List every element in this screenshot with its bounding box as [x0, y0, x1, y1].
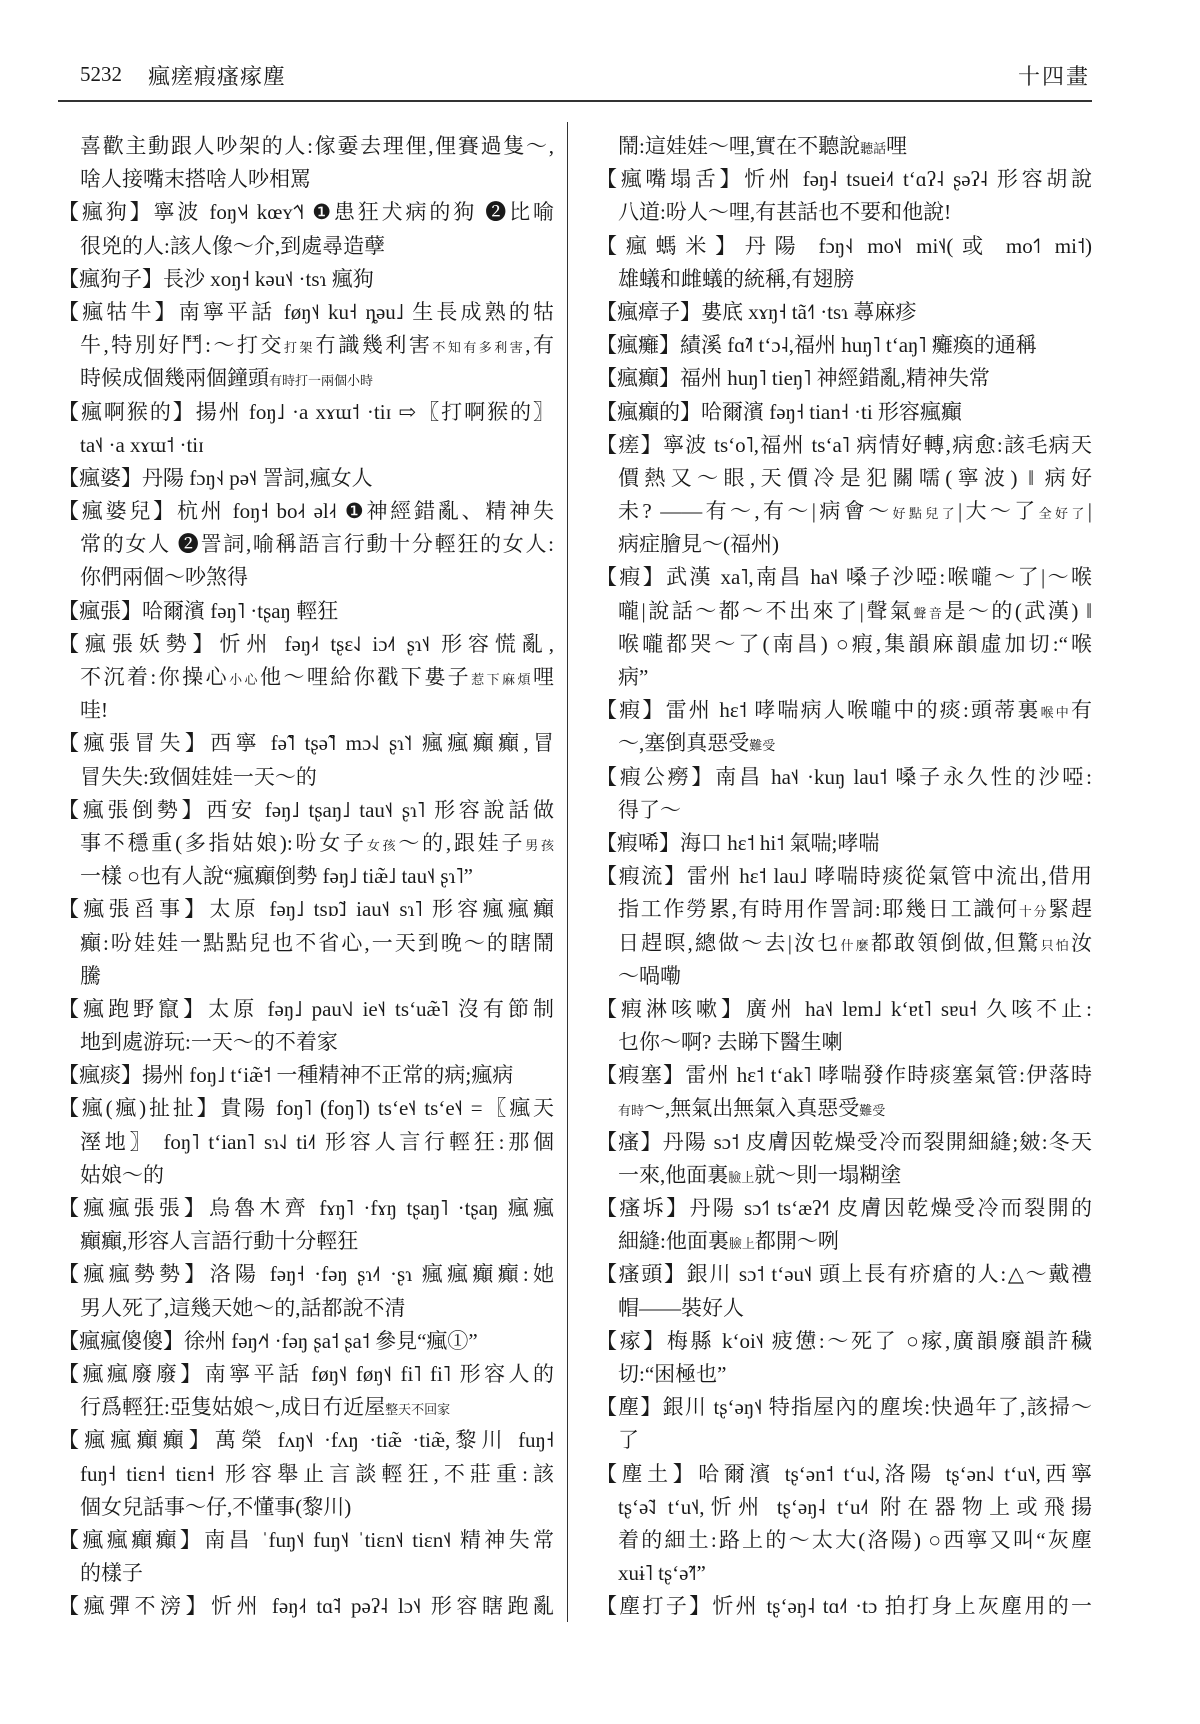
entry-headline — [58, 263, 554, 296]
entry-text: 喉嚨都哭～了(南昌) ○瘕,集韻麻韻虛加切:“喉 — [618, 631, 1092, 656]
entry-line — [596, 528, 1092, 561]
entry-headline — [596, 396, 1092, 429]
entry-text: 是～的(武漢) ‖ — [944, 598, 1092, 623]
entry-text: 【瘕】雷州 hɛ˦ 哮喘病人喉嚨中的痰:頭蒂裏 — [596, 698, 1041, 723]
entry-headline — [58, 396, 554, 429]
dictionary-entry — [58, 794, 554, 894]
dictionary-entry — [596, 1325, 1092, 1391]
entry-line — [596, 1491, 1092, 1524]
entry-text: 就～則一塌糊塗 — [754, 1162, 902, 1187]
entry-text: 常的女人 ❷詈詞,喻稱語言行動十分輕狂的女人: — [80, 532, 554, 557]
entry-text: 緊趕 — [1048, 897, 1092, 922]
entry-headline — [58, 1424, 554, 1457]
entry-text: ta˦˨ ·a xɤɯ˦ ·tiɪ — [80, 432, 204, 457]
dictionary-entry — [58, 495, 554, 595]
gloss-note: 只怕 — [1040, 937, 1071, 953]
entry-text: 【瘃】梅縣 kʻoi˦˨ 疲憊:～死了 ○瘃,廣韻廢韻許穢 — [596, 1328, 1092, 1353]
entry-headline — [596, 761, 1092, 794]
dictionary-entry — [596, 761, 1092, 827]
entry-text: 【瘋彈不滂】忻州 fəŋ˨˧ tɑ̃˨ pəʔ˨ lɔ˦˨ 形容瞎跑亂 — [58, 1594, 554, 1619]
running-head-characters: 瘋瘥瘕瘙瘃塵 — [148, 64, 287, 89]
dictionary-entry — [58, 893, 554, 993]
entry-line — [58, 329, 554, 362]
gloss-note: 聽話 — [860, 141, 887, 156]
entry-text: 【瘋瘋癲癲】萬榮 fʌŋ˦˨ ·fʌŋ ·tiæ̃ ·tiæ̃,黎川 fuŋ˧ — [58, 1428, 554, 1453]
entry-headline — [596, 860, 1092, 893]
entry-text: 【瘋張倒勢】西安 fəŋ˩ tʂaŋ˩ tau˦˨ ʂɿ˥ 形容說話做 — [58, 797, 554, 822]
dictionary-entry — [58, 993, 554, 1059]
entry-text: 【瘥】寧波 tsʻo˥,福州 tsʻa˥ 病情好轉,病愈:該毛病天 — [596, 432, 1092, 457]
entry-text: 日趕暝,總做～去|汝乜 — [618, 930, 841, 955]
entry-headline — [58, 993, 554, 1026]
entry-text: 【瘋啊猴的】揚州 foŋ˩ ·a xɤɯ˦ ·tiɪ ⇨〖打啊猴的〗 — [58, 399, 554, 424]
entry-text: 價熱又～眼,天價冷是犯關嚅(寧波) ‖ 病好 — [618, 465, 1092, 490]
gloss-note: 臉上 — [728, 1236, 755, 1252]
entry-line — [596, 661, 1092, 694]
entry-line — [596, 1225, 1092, 1258]
entry-line — [58, 827, 554, 860]
entry-text: 癲癲,形容人言語行動十分輕狂 — [80, 1229, 359, 1254]
entry-text: 地到處游玩:一天～的不着家 — [80, 1030, 338, 1055]
dictionary-entry — [58, 196, 554, 262]
entry-headline — [58, 1325, 554, 1358]
dictionary-entry — [596, 130, 1092, 163]
entry-text: 【瘕淋咳嗽】廣州 ha˦˨ lɐm˩ kʻɐt˥ sɐu˧ 久咳不止: — [596, 996, 1092, 1021]
entry-text: 指工作勞累,有時用作詈詞:耶幾日工識何 — [618, 897, 1019, 922]
entry-text: 【瘕公癆】南昌 ha˦˨ ·kuŋ lau˦ 嗓子永久性的沙啞: — [596, 764, 1092, 789]
entry-text: 【瘋癱】績溪 fɑ̃˨˥ tʻɔ˨,福州 huŋ˥ tʻaŋ˥ 癱瘓的通稱 — [596, 333, 1037, 358]
entry-headline — [58, 794, 554, 827]
entry-text: tʂʻə̃˨˩ tʻu˦˨,忻州 tʂʻəŋ˨ tʻu˨˦ 附在器物上或飛揚 — [618, 1494, 1092, 1519]
entry-line — [58, 130, 554, 163]
entry-text: 【瘕流】雷州 hɛ˦ lau˩ 哮喘時痰從氣管中流出,借用 — [596, 864, 1092, 889]
entry-text: 未? ——有～,有～|病會～ — [618, 499, 893, 524]
entry-text: 時候成個幾兩個鐘頭 — [80, 366, 269, 391]
dictionary-entry — [58, 1590, 554, 1623]
entry-headline — [596, 993, 1092, 1026]
entry-headline — [58, 1590, 554, 1623]
entry-text: xuɨ˥ tʂʻə̃˧˥” — [618, 1561, 706, 1586]
entry-text: 一樣 ○也有人說“瘋癲倒勢 fəŋ˩ tiæ̃˩ tau˦˨ ʂɿ˥” — [80, 864, 473, 889]
entry-text: 都開～咧 — [754, 1229, 839, 1254]
entry-line — [58, 429, 554, 462]
entry-line — [596, 960, 1092, 993]
entry-text: 汝 — [1070, 930, 1092, 955]
entry-text: 了 — [618, 1428, 639, 1453]
dictionary-entry — [58, 628, 554, 728]
entry-headline — [58, 196, 554, 229]
entry-headline — [596, 1192, 1092, 1225]
entry-text: 【塵打子】忻州 tʂʻəŋ˨ tɑ˨˦ ·tɔ 拍打身上灰塵用的一 — [596, 1594, 1092, 1619]
entry-text: 雄蟻和雌蟻的統稱,有翅膀 — [618, 266, 855, 291]
dictionary-entry — [596, 1458, 1092, 1591]
entry-headline — [596, 1059, 1092, 1092]
entry-text: 個女兒話事～仔,不懂事(黎川) — [80, 1494, 352, 1519]
entry-text: 癲:吩娃娃一點點兒也不省心,一天到晚～的瞎鬧 — [80, 930, 554, 955]
entry-text: 【瘋瘴子】婁底 xɤŋ˧ tã˧˥ ·tsɿ 蕁麻疹 — [596, 299, 917, 324]
entry-text: 哇! — [80, 698, 108, 723]
entry-headline — [58, 462, 554, 495]
entry-line — [596, 1524, 1092, 1557]
dictionary-entry — [596, 163, 1092, 229]
dictionary-entry — [58, 296, 554, 396]
dictionary-entry — [596, 296, 1092, 329]
entry-text: 冇識幾利害 — [314, 333, 433, 358]
entry-text: 的樣子 — [80, 1561, 143, 1586]
entry-headline — [596, 561, 1092, 594]
dictionary-entry — [596, 396, 1092, 429]
entry-text: 帽——裝好人 — [618, 1295, 744, 1320]
entry-headline — [596, 1126, 1092, 1159]
entry-text: 病症膾見～(福州) — [618, 532, 779, 557]
dictionary-entry — [58, 1092, 554, 1192]
entry-text: 【瘋嘴塌舌】忻州 fəŋ˨ tsuei˨˦ tʻɑʔ˨ ʂəʔ˨ 形容胡說 — [596, 167, 1092, 192]
entry-line — [58, 1159, 554, 1192]
entry-text: 鬧:這娃娃～哩,實在不聽說 — [618, 134, 861, 158]
entry-text: 哩 — [886, 134, 908, 158]
dictionary-entry — [58, 1258, 554, 1324]
entry-text: | — [1087, 499, 1092, 524]
entry-headline — [596, 1590, 1092, 1623]
entry-text: 很兇的人:該人像～介,到處尋造孽 — [80, 233, 386, 258]
entry-text: 一來,他面裏 — [618, 1162, 729, 1187]
gloss-note: 聲音 — [913, 605, 945, 621]
entry-text: ～的,跟娃子 — [398, 830, 526, 855]
entry-headline — [596, 163, 1092, 196]
entry-headline — [596, 429, 1092, 462]
entry-text: 【瘋痰】揚州 foŋ˩ tʻiæ̃˦ 一種精神不正常的病;瘋病 — [58, 1063, 514, 1088]
entry-text: 【瘋牯牛】南寧平話 føŋ˦˨ ku˧ ȵəu˩ 生長成熟的牯 — [58, 299, 554, 324]
entry-line — [58, 1458, 554, 1491]
entry-line — [58, 1557, 554, 1590]
gloss-note: 男孩 — [525, 837, 554, 853]
entry-line — [596, 1292, 1092, 1325]
entry-text: 【瘋跑野竄】太原 fəŋ˩ pau˦˨˩ ie˦˨ tsʻuæ̃˥ 沒有節制 — [58, 996, 554, 1021]
entry-text: 【瘕】武漢 xa˥,南昌 ha˦˨ 嗓子沙啞:喉嚨～了|～喉 — [596, 565, 1092, 590]
entry-headline — [58, 893, 554, 926]
gloss-note: 惹下麻煩 — [471, 672, 533, 687]
entry-headline — [58, 1192, 554, 1225]
dictionary-entry — [58, 130, 554, 196]
entry-text: 【瘋狗子】長沙 xoŋ˧ kəu˦˨ ·tsɿ 瘋狗 — [58, 266, 374, 291]
entry-headline — [58, 296, 554, 329]
entry-line — [58, 163, 554, 196]
dictionary-entry — [58, 1325, 554, 1358]
entry-text: 【瘙坼】丹陽 sɔ˦˥ tsʻæʔ˧˥ 皮膚因乾燥受冷而裂開的 — [596, 1196, 1092, 1220]
dictionary-entry — [596, 362, 1092, 395]
dictionary-entry — [58, 1358, 554, 1424]
entry-line — [596, 130, 1092, 163]
entry-text: ,有 — [525, 333, 554, 358]
entry-text: 【瘋狗】寧波 foŋ˦˨˧ kœʏ˦˥˧ ❶患狂犬病的狗 ❷比喻 — [58, 200, 554, 225]
entry-text: 細縫:他面裏 — [618, 1229, 729, 1254]
entry-line — [58, 927, 554, 960]
gloss-note: 小心 — [229, 672, 260, 687]
header-rule — [58, 100, 1092, 102]
entry-text: 【瘋癲】福州 huŋ˥ tieŋ˥ 神經錯亂,精神失常 — [596, 366, 990, 391]
entry-text: 乜你～啊? 去睇下醫生喇 — [618, 1030, 843, 1055]
section-stroke-count: 十四畫 — [1017, 64, 1090, 89]
dictionary-entry — [58, 396, 554, 462]
entry-headline — [58, 727, 554, 760]
entry-line — [58, 561, 554, 594]
entry-line — [58, 362, 554, 395]
page-number: 5232 — [80, 62, 122, 86]
gloss-note: 什麼 — [840, 937, 871, 953]
entry-text: 姑娘～的 — [80, 1162, 164, 1187]
entry-line — [596, 196, 1092, 229]
entry-line — [596, 628, 1092, 661]
entry-text: 騰 — [80, 963, 101, 988]
dictionary-entry — [596, 1059, 1092, 1125]
entry-text: 切:“困極也” — [618, 1361, 727, 1386]
dictionary-entry — [596, 1258, 1092, 1324]
gloss-note: 難受 — [749, 738, 776, 754]
entry-text: 【瘋瘋廢廢】南寧平話 føŋ˦˨ føŋ˦˨ fi˥ fi˥ 形容人的 — [58, 1361, 554, 1386]
entry-text: 八道:吩人～哩,有甚話也不要和他說! — [618, 200, 952, 225]
entry-headline — [596, 1458, 1092, 1491]
entry-text: 【瘋(瘋)扯扯】貴陽 foŋ˥ (foŋ˥) tsʻe˦˨ tsʻe˦˨ =〖瘋天 — [58, 1096, 554, 1121]
entry-text: 【瘋螞米】丹陽 fɔŋ˧˨ mo˦˨ mi˦˨(或 mo˦˥ mi˦) — [596, 233, 1092, 258]
entry-line — [596, 727, 1092, 760]
entry-line — [58, 960, 554, 993]
entry-line — [596, 794, 1092, 827]
entry-headline — [58, 1258, 554, 1291]
dictionary-entry — [596, 561, 1092, 694]
entry-headline — [596, 694, 1092, 727]
column-divider — [567, 122, 568, 1622]
entry-headline — [596, 362, 1092, 395]
entry-headline — [58, 1059, 554, 1092]
dictionary-entry — [596, 329, 1092, 362]
dictionary-entry — [596, 230, 1092, 296]
entry-headline — [596, 1258, 1092, 1291]
entry-text: 【瘋瘋張張】烏魯木齊 fɤŋ˥ ·fɤŋ tʂaŋ˥ ·tʂaŋ 瘋瘋 — [58, 1196, 554, 1220]
entry-text: 【瘕唏】海口 hɛ˦ hi˦ 氣喘;哮喘 — [596, 830, 880, 855]
entry-text: fuŋ˧ tiɛn˧ tiɛn˧ 形容舉止言談輕狂,不莊重:該 — [80, 1461, 554, 1486]
entry-headline — [596, 1391, 1092, 1424]
entry-line — [58, 1026, 554, 1059]
entry-text: 冒失失:致個娃娃一天～的 — [80, 764, 317, 789]
right-column — [596, 130, 1092, 1623]
gloss-note: 難受 — [859, 1103, 886, 1119]
left-column — [58, 130, 554, 1623]
entry-line — [58, 661, 554, 694]
entry-headline — [58, 1092, 554, 1125]
entry-headline — [596, 329, 1092, 362]
entry-line — [596, 1092, 1092, 1125]
entry-text: 【瘋瘋勢勢】洛陽 fəŋ˧ ·fəŋ ʂɿ˨˦ ·ʂɿ 瘋瘋癲癲:她 — [58, 1262, 554, 1287]
entry-line — [58, 230, 554, 263]
entry-text: 【瘙頭】銀川 sɔ˦ tʻəu˦˨ 頭上長有疥瘡的人:△～戴禮 — [596, 1262, 1092, 1287]
entry-text: 男人死了,這幾天她～的,話都說不清 — [80, 1295, 406, 1320]
entry-line — [596, 1557, 1092, 1590]
entry-text: 你們兩個～吵煞得 — [80, 565, 248, 590]
entry-text: 都敢領倒做,但驚 — [870, 930, 1041, 955]
gloss-note: 女孩 — [366, 837, 399, 853]
entry-headline — [58, 1524, 554, 1557]
entry-text: 【瘋張舀事】太原 fəŋ˩ tsɒ̃˩ iau˦˨ sɿ˥ 形容瘋瘋癲 — [58, 897, 554, 922]
dictionary-entry — [596, 1192, 1092, 1258]
entry-headline — [596, 230, 1092, 263]
entry-line — [58, 1126, 554, 1159]
entry-text: 不沉着:你操心 — [80, 665, 230, 689]
entry-headline — [596, 1325, 1092, 1358]
entry-line — [58, 1491, 554, 1524]
entry-line — [58, 694, 554, 727]
entry-text: ～,塞倒真惡受 — [618, 731, 750, 756]
entry-line — [596, 1358, 1092, 1391]
entry-text: 溼地〗 foŋ˥ tʻian˥ sɿ˨˩ ti˨˦ 形容人言行輕狂:那個 — [80, 1129, 554, 1154]
entry-text: 有 — [1070, 698, 1092, 723]
entry-line — [58, 860, 554, 893]
dictionary-entry — [58, 1424, 554, 1524]
gloss-note: 喉中 — [1040, 705, 1071, 721]
entry-text: 【瘋瘋癲癲】南昌 ˈfuŋ˦˨ fuŋ˦˨ ˈtiɛn˦˨ tiɛn˦˨ 精神失常 — [58, 1527, 554, 1552]
dictionary-entry — [596, 1126, 1092, 1192]
entry-text: 他～哩給你戳下婁子 — [259, 665, 472, 689]
dictionary-entry — [58, 263, 554, 296]
gloss-note: 有時 — [618, 1103, 645, 1119]
entry-line — [596, 263, 1092, 296]
entry-text: 【塵】銀川 tʂʻəŋ˦˨ 特指屋內的塵埃:快過年了,該掃～ — [596, 1395, 1092, 1420]
entry-text: 牛,特別好鬥:～打交 — [80, 333, 284, 358]
gloss-note: 好點兒了 — [892, 506, 958, 522]
dictionary-entry — [58, 462, 554, 495]
gloss-note: 臉上 — [728, 1169, 755, 1185]
entry-line — [596, 495, 1092, 528]
entry-line — [596, 462, 1092, 495]
dictionary-entry — [596, 993, 1092, 1059]
entry-line — [596, 893, 1092, 926]
entry-line — [596, 927, 1092, 960]
dictionary-entry — [596, 429, 1092, 562]
entry-text: 【瘋婆兒】杭州 foŋ˧ bo˨˧ əl˨˧ ❶神經錯亂、精神失 — [58, 499, 554, 524]
dictionary-entry — [596, 1391, 1092, 1457]
gloss-note: 全好了 — [1038, 506, 1088, 522]
entry-text: 喜歡主動跟人吵架的人:傢嫑去理俚,俚賽過隻～, — [80, 134, 554, 158]
entry-text: 【瘋婆】丹陽 fɔŋ˧˨ pə˦˨ 詈詞,瘋女人 — [58, 465, 373, 490]
entry-line — [596, 1159, 1092, 1192]
entry-text: 得了～ — [618, 797, 681, 822]
entry-line — [58, 528, 554, 561]
entry-text: 哩 — [532, 665, 554, 689]
entry-text: ～,無氣出無氣入真惡受 — [644, 1096, 860, 1121]
dictionary-entry — [596, 860, 1092, 993]
entry-text: 【瘋張妖勢】忻州 fəŋ˨˧ tʂɛ˨˩ iɔ˨˦ ʂɿ˦˨ 形容慌亂, — [58, 631, 554, 656]
entry-headline — [58, 495, 554, 528]
entry-headline — [58, 1358, 554, 1391]
entry-headline — [58, 628, 554, 661]
entry-headline — [58, 595, 554, 628]
gloss-note: 打架 — [283, 340, 315, 356]
dictionary-entry — [58, 1059, 554, 1092]
dictionary-entry — [58, 595, 554, 628]
entry-text: 【瘋張】哈爾濱 fəŋ˥ ·tʂaŋ 輕狂 — [58, 598, 339, 623]
dictionary-entry — [596, 694, 1092, 760]
entry-line — [596, 1026, 1092, 1059]
entry-line — [596, 1424, 1092, 1457]
entry-text: 病” — [618, 665, 649, 689]
entry-text: ～喎嘞 — [618, 963, 681, 988]
entry-text: 【塵土】哈爾濱 tʂʻən˦ tʻu˨˩,洛陽 tʂʻən˨˩ tʻu˦˨,西寧 — [596, 1461, 1092, 1486]
entry-line — [58, 1292, 554, 1325]
entry-headline — [596, 296, 1092, 329]
entry-text: 嚨|說話～都～不出來了|聲氣 — [618, 598, 914, 623]
dictionary-entry — [58, 727, 554, 793]
entry-line — [58, 1391, 554, 1424]
entry-line — [58, 761, 554, 794]
entry-text: 行爲輕狂:亞隻姑娘～,成日冇近屋 — [80, 1395, 386, 1420]
entry-line — [596, 595, 1092, 628]
entry-text: 【瘋張冒失】西寧 fə̃˥ tʂə̃˥ mɔ˨˩ ʂɿ˥˦ 瘋瘋癲癲,冒 — [58, 731, 554, 756]
gloss-note: 不知有多利害 — [432, 340, 526, 356]
gloss-note: 十分 — [1018, 904, 1049, 920]
entry-text: 【瘋癲的】哈爾濱 fəŋ˧ tian˧ ·ti 形容瘋癲 — [596, 399, 962, 424]
entry-text: 【瘋瘋傻傻】徐州 fəŋ˨˦˧ ·fəŋ ʂa˦ ʂa˦ 參見“瘋①” — [58, 1328, 478, 1353]
dictionary-entry — [596, 827, 1092, 860]
entry-text: 【瘙】丹陽 sɔ˦ 皮膚因乾燥受冷而裂開細縫;皴:冬天 — [596, 1129, 1092, 1154]
dictionary-entry — [596, 1590, 1092, 1623]
dictionary-entry — [58, 1192, 554, 1258]
gloss-note: 整天不回家 — [385, 1402, 451, 1418]
entry-text: 【瘕塞】雷州 hɛ˦ tʻak˥ 哮喘發作時痰塞氣管:伊落時 — [596, 1063, 1092, 1088]
entry-text: |大～了 — [957, 499, 1039, 524]
dictionary-entry — [58, 1524, 554, 1590]
entry-headline — [596, 827, 1092, 860]
entry-line — [58, 1225, 554, 1258]
gloss-note: 有時打一兩個小時 — [269, 373, 374, 389]
entry-text: 啥人接嘴末搭啥人吵相罵 — [80, 167, 311, 192]
entry-text: 事不穩重(多指姑娘):吩女子 — [80, 830, 367, 855]
entry-text: 着的細土:路上的～太大(洛陽) ○西寧又叫“灰塵 — [618, 1527, 1092, 1552]
